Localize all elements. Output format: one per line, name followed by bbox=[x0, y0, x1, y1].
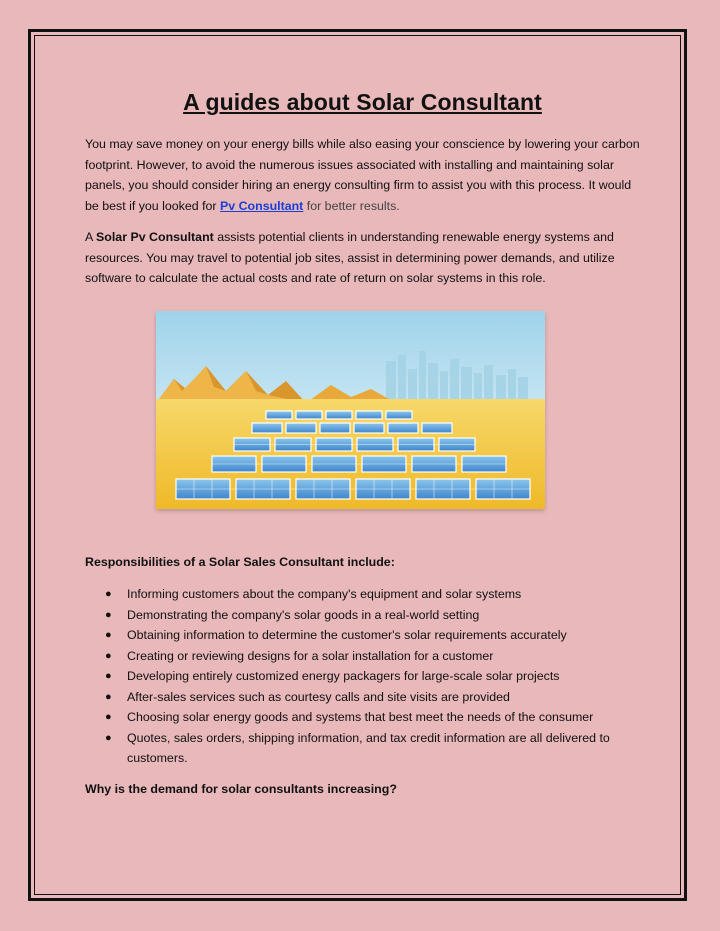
list-item: ● Developing entirely customized energy packagers for large-scale solar projects bbox=[85, 666, 645, 687]
intro-text-end: for better results. bbox=[303, 198, 400, 213]
list-item: ● Quotes, sales orders, shipping information, and tax credit information are all delivered to customers. bbox=[85, 728, 645, 769]
intro-paragraph bbox=[85, 134, 640, 216]
list-item: ● After-sales services such as courtesy calls and site visits are provided bbox=[85, 687, 645, 708]
list-item: ● Demonstrating the company's solar goods in a real-world setting bbox=[85, 605, 645, 626]
solar-farm-illustration bbox=[156, 311, 545, 509]
bullet-icon: ● bbox=[105, 711, 112, 723]
list-item: ● Obtaining information to determine the customer's solar requirements accurately bbox=[85, 625, 645, 646]
bullet-icon: ● bbox=[105, 649, 112, 662]
bullet-icon: ● bbox=[105, 670, 112, 682]
second-text: assists potential clients in understanding renewable energy systems and resources. You may travel to potential job sites, assist in determining power demands, and utilize software to calculate the actual costs and rate of return on solar systems in this role. bbox=[85, 230, 615, 285]
list-item: ● Choosing solar energy goods and systems that best meet the needs of the consumer bbox=[85, 707, 645, 728]
bullet-icon: ● bbox=[105, 588, 112, 600]
bullet-icon: ● bbox=[105, 629, 112, 641]
article-body bbox=[85, 86, 640, 289]
bullet-icon: ● bbox=[105, 608, 112, 621]
list-item: ● Informing customers about the company's equipment and solar systems bbox=[85, 584, 645, 605]
demand-heading: Why is the demand for solar consultants increasing? bbox=[85, 782, 397, 796]
page-title: A guides about Solar Consultant bbox=[183, 89, 542, 115]
responsibilities-list bbox=[85, 584, 645, 769]
pv-consultant-link[interactable]: Pv Consultant bbox=[220, 198, 304, 213]
responsibilities-heading: Responsibilities of a Solar Sales Consultant include: bbox=[85, 555, 395, 569]
intro-text: You may save money on your energy bills while also easing your conscience by lowering your carbon footprint. However, to avoid the numerous issues associated with installing and maintaining solar panels, you should consider hiring an energy consulting firm to assist you with this process. It would be best if you looked for bbox=[85, 137, 640, 213]
list-item: ● Creating or reviewing designs for a solar installation for a customer bbox=[85, 646, 645, 667]
solar-pv-consultant-term: Solar Pv Consultant bbox=[96, 230, 214, 244]
bullet-icon: ● bbox=[105, 690, 112, 703]
bullet-icon: ● bbox=[105, 731, 112, 744]
second-paragraph bbox=[85, 227, 640, 289]
second-lead: A bbox=[85, 230, 97, 244]
